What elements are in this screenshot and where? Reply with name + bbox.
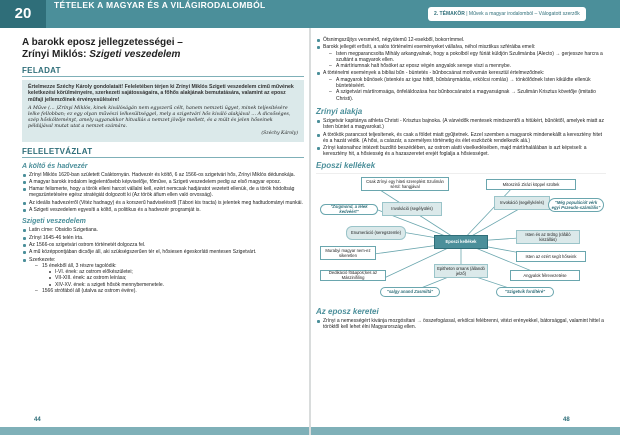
list-item: Ötsnimgszűjtys versmérő, négyütemű 12-esekből, bokorrímmel. <box>316 37 606 43</box>
task-instructions: Értelmezze Széchy Károly gondolatait! Feleletében térjen ki Zrínyi Miklós Szigeti veszedelem című művének keletkezési körülményeire, szerkezeti sajátosságaira, a főhős alakjának bemutatására, valamint az eposz műfaji jellemzőinek érvényesülésére! <box>28 84 294 103</box>
epic-devices-diagram <box>316 173 606 368</box>
subheading-frame: Az eposz keretei <box>316 306 379 316</box>
chapter-number: 20 <box>0 0 46 28</box>
zrinyi-bullets <box>316 118 606 158</box>
list-item <box>316 44 606 69</box>
list-item <box>316 70 606 101</box>
list-item <box>22 257 304 295</box>
dash-list <box>323 51 606 70</box>
dash-list <box>323 77 606 102</box>
title-line-2-plain: Zrínyi Miklós: <box>22 49 90 60</box>
subheading-epic-devices: Eposzi kellékek <box>316 160 376 170</box>
list-item: Zrínyi Miklós 1620-ban született Csáktornyán. Hadvezér és költő, 6 az 1566-os szigetvári hős, Zrínyi Miklós dédunokája. <box>22 172 304 178</box>
subheading-zrinyi: Zrínyi alakja <box>316 106 363 116</box>
diagram-node: Angyalok félrevezetése <box>510 270 580 281</box>
diagram-node: Isten az ezért segít hőseink <box>516 251 586 262</box>
list-item: A Szigeti veszedelem egyesíti a költő, a politikus és a hadvezér programját is. <box>22 207 304 213</box>
page-header <box>0 0 620 28</box>
right-footer-band <box>311 427 620 435</box>
list-item: Latin címe: Obsidio Szigetiana. <box>22 227 304 233</box>
right-page-number: 48 <box>563 417 570 423</box>
header-topic-badge: 2. TÉMAKÖR | Művek a magyar irodalomból – Válogatott szerzők <box>428 7 586 21</box>
list-item: I-VI. ének: az ostrom előkészületei; <box>48 269 304 275</box>
diagram-node: Csak Zrínyi egy hiteti szereplést Szulimán sérül: hangjával <box>361 177 449 191</box>
list-item: A magyar barokk irodalom legjelentősebb képviselője, főműve, a Szigeti veszedelem pedig az első magyar eposz. <box>22 179 304 185</box>
cantos-count: 15 énekből áll, 3 részre tagolódik: <box>42 262 117 269</box>
header-topic-title: Művek a magyar irodalomból – Válogatott szerzők <box>468 11 580 17</box>
diagram-node: Epitheton ornans (állandó jelző) <box>434 264 488 278</box>
subheading-work: Szigeti veszedelem <box>22 218 86 226</box>
list-item: A törökök parancsot teljesítenek, és csak a földet miatt gyűjtetnek. Ezzel szemben a magyarok mindenekállt a keresztény hitet és a hazát védik. (A hősi, a császár, a személyes történetig és élet eszközök rendelkezik alá.) <box>316 132 606 145</box>
task-quote: A Műve (… )Zrínyi Miklós, kinek kiválóságán nem egyszerű célt, hanem nemzeti ügyet, minek teljesítésére lelke fellobban; ez egy olyan művészi lelkesültséggel, mely a szigetvári hős kiváló alakjával … A dicsőséges, szép hőskölteményt, amely ugyanakkor hitvallás a nemzet jövője mellett, és a múlt és jelen hőseinek példájával mutat utat a nemzet számára. <box>28 105 291 130</box>
outline-heading: FELELETVÁZLAT <box>22 147 304 158</box>
diagram-node: Isten és az ördög (ráfáló kiszállás) <box>516 230 580 244</box>
history-trait: A történelmi események a bibliai bűn - büntetés - bűnbocsánat motívumán keresztül értelmeződnek: <box>323 70 545 77</box>
diagram-quote-node: "Még populációt vérk egyi Pszeudo-számlális" <box>548 198 604 212</box>
list-item: – A magyarok bűnösek (istenkés az igaz hittől, bűnbánymádás, erkölcsi romlás) → tönkölődnek Isten kiküldte ellenük büntetéséért. <box>329 77 606 90</box>
work-bullets <box>22 227 304 294</box>
feladat-heading: FELADAT <box>22 66 304 77</box>
diagram-node: Dedikáció fö&apos;kes az Mászinifiling <box>320 270 386 281</box>
list-item: – 1566 strófából áll (utalva az ostrom évére). <box>35 288 304 294</box>
list-item: Zrínyi katonaihoz intézett buzdító beszédében, az ostrom alatti viselkedésében, majd mártírhalálában is azt képviseli: a keresztény hit, a hősiesség és a hazaszeretet erejét foglalja a hősiességet. <box>316 145 606 158</box>
structure-list <box>29 263 304 294</box>
structure-label: Szerkezete: <box>29 256 56 263</box>
list-item <box>35 263 304 288</box>
title-line-2-italic: Szigeti veszedelem <box>89 49 181 60</box>
diagram-quote-node: "Szigetvik fordítéré" <box>496 287 554 297</box>
frame-section <box>316 307 606 332</box>
left-page-number: 44 <box>34 417 41 423</box>
title-line-1: A barokk eposz jellegzetességei – <box>22 37 183 48</box>
list-item: Zrínyi 1645-46 telén írta. <box>22 235 304 241</box>
list-item: XIV-XV. ének: a szigeti hősök mennybemenetele. <box>48 282 304 288</box>
list-item: Az ideális hadvezérről (Vitéz hadnagy) és a korszerű hadviselésről (Tábori kis tracta) is jelentek meg hadtudományi munkái. <box>22 200 304 206</box>
baroque-trait: Barokk jellegét erősíti, a valós történelmi eseményeket vállalva, néhol misztikus szféráiba emeli: <box>323 44 536 51</box>
frame-bullets <box>316 318 606 331</box>
right-top-bullets <box>316 37 606 102</box>
diagram-node: Enumeráció (seregszemle) <box>346 226 406 240</box>
list-item: Az 1566-os szigetvári ostrom történetét dolgozza fel. <box>22 242 304 248</box>
list-item: Zrínyi a nemességért kivánja mozgósítani → összefogással, erkölcsi felébrenni, vitézi erényekkel, bátorsággal, valamint hittel a töröktől kell lehet élni Magyarország ellen. <box>316 318 606 331</box>
section-title <box>22 37 304 61</box>
list-item: – A szigetvári mártíromsága, önfeláldozása hoz bűnbocsánatot a magyarságnak → Szulimán Krisztus követője (imitatio Christi). <box>329 89 606 102</box>
diagram-node: Murabyi magyar nem-ez sikeretlen <box>320 246 376 260</box>
header-topic-tag: 2. TÉMAKÖR <box>434 11 465 17</box>
diagram-quote-node: "salgy anand Zasmiltá" <box>380 287 440 297</box>
poet-bullets <box>22 172 304 214</box>
left-footer-band <box>0 427 309 435</box>
parts-list <box>42 269 304 288</box>
list-item: Szigetvár kapitánya athleta Christi - Krisztus bajnoka. (A várvédők mentesek mindszentői a hitükért, bűnöktől, amelyek miatt az Isten büntet a magyarokat.) <box>316 118 606 131</box>
page-gutter <box>309 0 311 435</box>
left-page <box>22 37 304 295</box>
list-item: A mű középpontjában dicsője áll, aki szükségszerűen tér el, hősiesen égeskorláti mentesen Szigetvárt. <box>22 249 304 255</box>
diagram-node: Mitoszirói Zirázi köppel szültek <box>486 179 576 190</box>
list-item: Hamar felismerte, hogy a török elleni harcot vállalni kell, ezért nemcsak hadjáratot vezetett ellenük, de a török hódoltság megszüntetésére egész stratégiát dolgozott ki (Az török áfium ellen való orvosság). <box>22 186 304 199</box>
list-item: – A mártíriumnak halt hősöket az eposz végén angyalok serege viszi a mennybe. <box>329 63 606 69</box>
diagram-quote-node: "Zsigmond, a lélek kedvéért" <box>320 204 378 215</box>
diagram-node: Invokáció (segélykérés) <box>494 196 550 210</box>
quote-source: (Széchy Károly) <box>261 131 298 137</box>
header-title: TÉTELEK A MAGYAR ÉS A VILÁGIRODALOMBÓL <box>54 0 266 10</box>
diagram-center-node: Eposzi kellékek <box>434 235 488 249</box>
list-item: – Isten megparancsolta Mihály arkangyalnak, hogy a pokolból egy fúriát küldjön Szulimánba (Alecto) → gerjessze harcra a szultánt a magyarok ellen. <box>329 51 606 64</box>
task-box <box>22 80 304 142</box>
diagram-node: Invokáció (segélyülés) <box>382 202 442 216</box>
list-item: VII-XIII. ének: az ostrom leírása; <box>48 275 304 281</box>
right-page <box>316 37 606 368</box>
subheading-poet: A költő és hadvezér <box>22 162 88 170</box>
